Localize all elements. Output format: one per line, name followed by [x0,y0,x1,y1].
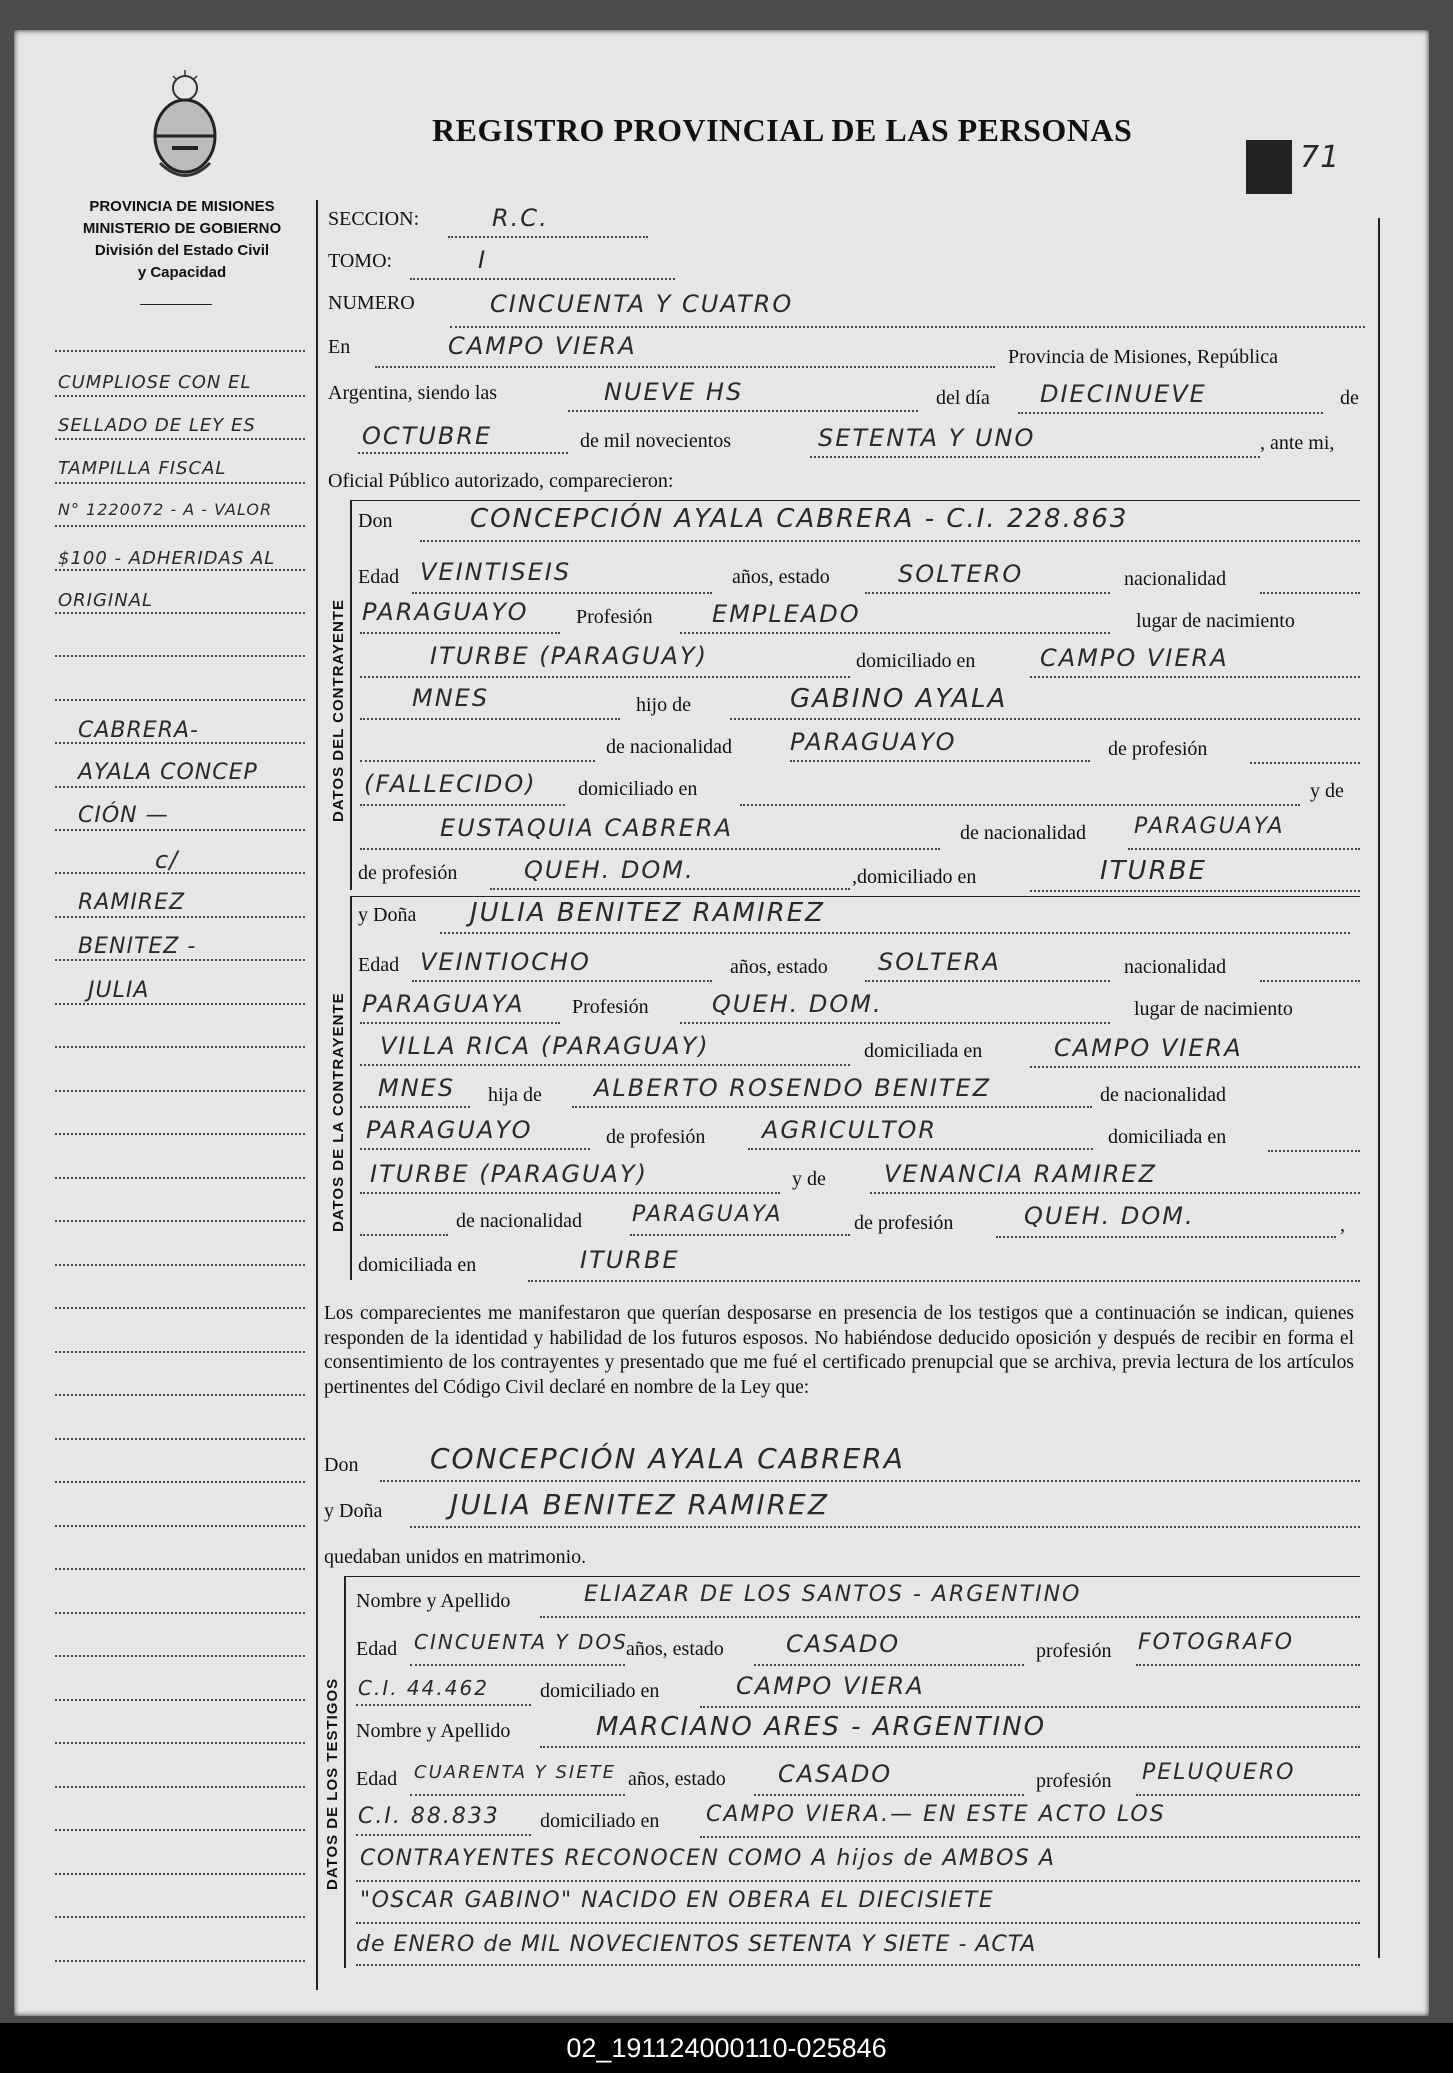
t2-dom-label: domiciliado en [540,1810,660,1832]
dia-value: DIECINUEVE [1040,380,1207,408]
padre-prof-label: de profesión [606,1126,706,1148]
margin-name-line: RAMIREZ [78,890,186,915]
madre-nac-value: PARAGUAYA [632,1202,783,1227]
comma: , [1340,1214,1345,1236]
hora-value: NUEVE HS [604,378,744,406]
domicilio2-value: MNES [412,684,490,712]
margin-note-line: $100 - ADHERIDAS AL [58,548,276,569]
madre-prof-label: de profesión [358,862,458,884]
oficial-text: Oficial Público autorizado, comparecieron: [328,470,674,492]
madre-nac-label: de nacionalidad [456,1210,583,1232]
margin-note-line: SELLADO DE LEY ES [58,415,256,436]
domicilio-value: CAMPO VIERA [1040,644,1229,672]
t1-nombre-value: ELIAZAR DE LOS SANTOS - ARGENTINO [584,1582,1082,1607]
margin-note-line: ORIGINAL [58,590,154,611]
t1-edad-value: CINCUENTA Y DOS [414,1630,628,1654]
padre-nac-value: PARAGUAYO [790,728,957,756]
y-de-label: y de [792,1168,826,1190]
unidos-text: quedaban unidos en matrimonio. [324,1546,587,1568]
domiciliada-label: domiciliada en [864,1040,983,1062]
madre-dom-value: ITURBE [580,1246,680,1274]
t1-dom-value: CAMPO VIERA [736,1672,925,1700]
nacionalidad-label: nacionalidad [1124,568,1227,590]
padre-value: ALBERTO ROSENDO BENITEZ [594,1074,992,1102]
edad-value: VEINTISEIS [420,558,572,586]
padre-dom-value: ITURBE (PARAGUAY) [370,1160,648,1188]
margin-name-line: CABRERA- [78,718,199,743]
argentina-label: Argentina, siendo las [328,382,498,404]
t1-prof-value: FOTOGRAFO [1138,1630,1295,1655]
nacionalidad-label: nacionalidad [1124,956,1227,978]
testigos-section-label: DATOS DE LOS TESTIGOS [324,1677,341,1890]
don-value: CONCEPCIÓN AYALA CABRERA - C.I. 228.863 [470,504,1129,534]
lugar-label: lugar de nacimiento [1134,998,1293,1020]
t2-ci-value: C.I. 88.833 [358,1804,500,1829]
domicilio-value: CAMPO VIERA [1054,1034,1243,1062]
contrayente-section-label: DATOS DEL CONTRAYENTE [330,599,347,822]
anio-value: SETENTA Y UNO [818,424,1036,452]
estado-value: SOLTERO [898,560,1024,588]
page-corner-tab [1246,140,1292,194]
tomo-label: TOMO: [328,250,393,272]
tomo-value: I [478,246,488,274]
padre-prof-value: (FALLECIDO) [364,770,537,798]
margin-note-line: TAMPILLA FISCAL [58,458,227,479]
margin-name-line: JULIA [88,978,150,1003]
padre-dom-label: domiciliada en [1108,1126,1227,1148]
t2-prof-label: profesión [1036,1770,1112,1792]
margin-note-line: N° 1220072 - A - VALOR [58,500,273,519]
numero-value: CINCUENTA Y CUATRO [490,290,794,318]
t1-edad-label: Edad [356,1638,398,1660]
t2-prof-value: PELUQUERO [1142,1760,1296,1785]
t1-prof-label: profesión [1036,1640,1112,1662]
province-header [52,196,312,284]
en-label: En [328,336,351,358]
ante-mi-text: , ante mi, [1260,432,1335,454]
de-label: de [1340,387,1359,409]
t1-anios-label: años, estado [626,1638,724,1660]
edad-label: Edad [358,566,400,588]
hijo-label: hijo de [636,694,691,716]
t1-ci-value: C.I. 44.462 [358,1676,489,1700]
lugar-value: VILLA RICA (PARAGUAY) [380,1032,710,1060]
corner-mark: 71 [1300,140,1341,175]
t2-nombre-label: Nombre y Apellido [356,1720,511,1742]
y-de-label: y de [1310,780,1344,802]
padre-nac-value: PARAGUAYO [366,1116,533,1144]
coat-of-arms-icon [140,68,230,188]
profesion-label: Profesión [572,996,649,1018]
t2-nombre-value: MARCIANO ARES - ARGENTINO [596,1712,1047,1742]
margin-name-line: AYALA CONCEP [78,760,258,785]
madre-nac-label: de nacionalidad [960,822,1087,844]
numero-label: NUMERO [328,292,415,314]
page-title: REGISTRO PROVINCIAL DE LAS PERSONAS [432,112,1133,148]
t1-estado-value: CASADO [786,1630,901,1658]
note-line: CONTRAYENTES RECONOCEN COMO A hijos de AMBOS A [360,1846,1056,1871]
t2-dom-value: CAMPO VIERA.— EN ESTE ACTO LOS [706,1802,1166,1827]
madre-dom-label: domiciliada en [358,1254,477,1276]
t2-edad-label: Edad [356,1768,398,1790]
madre-nac-value: PARAGUAYA [1134,814,1285,839]
margin-note-line: CUMPLIOSE CON EL [58,372,252,393]
provincia-text: Provincia de Misiones, República [1008,346,1278,368]
padre-prof-label: de profesión [1108,738,1208,760]
t2-estado-value: CASADO [778,1760,893,1788]
margin-name-line: BENITEZ - [78,934,197,959]
profesion-value: QUEH. DOM. [712,990,883,1018]
domicilio2-value: MNES [378,1074,456,1102]
madre-value: VENANCIA RAMIREZ [884,1160,1157,1188]
don-label: Don [358,510,393,532]
ministry-name: MINISTERIO DE GOBIERNO [82,220,282,237]
dona-value: JULIA BENITEZ RAMIREZ [470,898,825,928]
decl-dona-label: y Doña [324,1500,383,1522]
padre-prof-value: AGRICULTOR [762,1116,938,1144]
lugar-label: lugar de nacimiento [1136,610,1295,632]
t1-nombre-label: Nombre y Apellido [356,1590,511,1612]
padre-value: GABINO AYALA [790,684,1008,714]
estado-value: SOLTERA [878,948,1001,976]
t2-anios-label: años, estado [628,1768,726,1790]
madre-prof-value: QUEH. DOM. [1024,1202,1195,1230]
profesion-value: EMPLEADO [712,600,861,628]
anios-estado-label: años, estado [732,566,830,588]
division-name: División del Estado Civil [94,242,270,259]
declaration-paragraph: Los comparecientes me manifestaron que querían desposarse en presencia de los testigos que a continuación se indican, quienes responden de la identidad y habilidad de los futuros esposos. No habiéndose deducido oposición y después de recibir en forma el consentimiento de los contrayentes y presentado que me fué el certificado prenupcial que se archiva, previa lectura de los artículos pertinentes del Código Civil declaré en nombre de la Ley que: [324,1303,1354,1398]
madre-dom-value: ITURBE [1100,856,1207,886]
mes-value: OCTUBRE [362,422,493,450]
note-line: "OSCAR GABINO" NACIDO EN OBERA EL DIECISIETE [360,1888,995,1913]
decl-don-label: Don [324,1454,359,1476]
t2-edad-value: CUARENTA Y SIETE [414,1762,616,1783]
en-value: CAMPO VIERA [448,332,637,360]
profesion-label: Profesión [576,606,653,628]
edad-label: Edad [358,954,400,976]
contrayenta-section-label: DATOS DE LA CONTRAYENTE [330,992,347,1232]
anios-estado-label: años, estado [730,956,828,978]
seccion-value: R.C. [492,204,549,232]
capacity-name: y Capacidad [137,264,227,281]
padre-nac-label: de nacionalidad [1100,1084,1227,1106]
margin-name-line: CIÓN — [78,803,169,828]
image-id-footer: 02_191124000110-025846 [0,2023,1453,2073]
hija-label: hija de [488,1084,542,1106]
t1-dom-label: domiciliado en [540,1680,660,1702]
right-border [1378,218,1380,1958]
margin-name-line: c/ [155,846,179,874]
decl-don-value: CONCEPCIÓN AYALA CABRERA [430,1442,905,1475]
nacionalidad-value: PARAGUAYA [362,990,525,1018]
margin-divider [316,200,318,1990]
padre-nac-label: de nacionalidad [606,736,733,758]
seccion-label: SECCION: [328,208,420,230]
lugar-value: ITURBE (PARAGUAY) [430,642,708,670]
note-line: de ENERO de MIL NOVECIENTOS SETENTA Y SIETE - ACTA [356,1932,1037,1957]
nacionalidad-value: PARAGUAYO [362,598,529,626]
province-name: PROVINCIA DE MISIONES [89,198,275,215]
dona-label: y Doña [358,904,417,926]
madre-prof-value: QUEH. DOM. [524,856,695,884]
mil-label: de mil novecientos [580,430,732,452]
decl-dona-value: JULIA BENITEZ RAMIREZ [450,1488,829,1521]
edad-value: VEINTIOCHO [420,948,591,976]
padre-dom-label: domiciliado en [578,778,698,800]
madre-dom-label: ,domiciliado en [852,866,977,888]
del-dia-label: del día [936,387,990,409]
domiciliado-label: domiciliado en [856,650,976,672]
madre-prof-label: de profesión [854,1212,954,1234]
madre-value: EUSTAQUIA CABRERA [440,814,733,842]
